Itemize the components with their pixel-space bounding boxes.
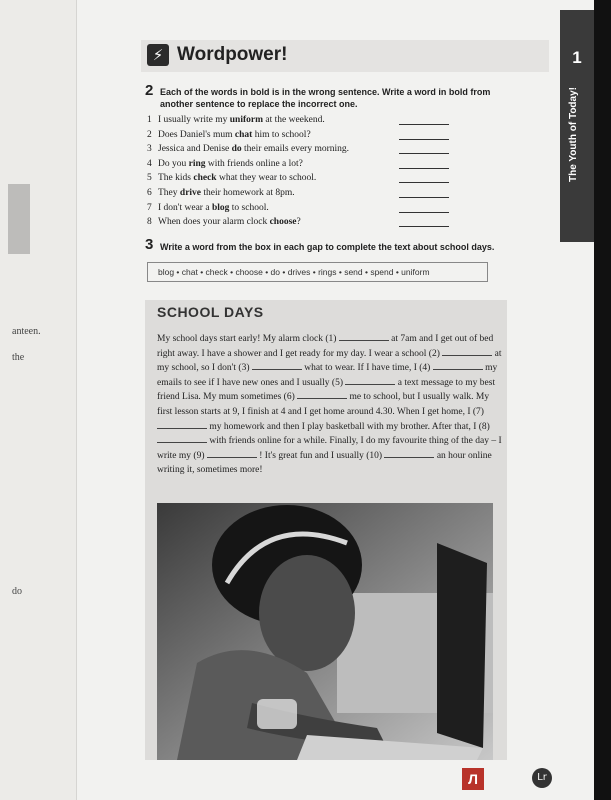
passage-text: at 7am and I get out of bed right away. I have a shower and I get ready for my day. I wear a school (2) — [157, 334, 494, 359]
lightning-bolt-icon: ⚡ — [147, 44, 169, 66]
answer-blank — [399, 171, 449, 183]
left-page-fragment: do — [12, 586, 22, 597]
sentence-text: I usually write my uniform at the weekend. — [158, 115, 325, 125]
answer-blank — [399, 113, 449, 125]
exercise-2-sentence — [147, 215, 457, 230]
passage-gap — [157, 420, 207, 429]
watermark-logo-b: Lr — [532, 768, 552, 788]
exercise-2-sentence — [147, 201, 457, 216]
passage-gap — [157, 434, 207, 443]
sentence-number: 4 — [147, 158, 152, 169]
unit-number: 1 — [572, 48, 582, 67]
sentence-number: 7 — [147, 202, 152, 213]
left-page-fragment: the — [12, 352, 25, 363]
passage-text: an hour online writing it, sometimes more! — [157, 450, 492, 476]
word-box: blog • chat • check • choose • do • drives • rings • send • spend • uniform — [147, 262, 488, 282]
exercise-2-sentence — [147, 142, 457, 157]
girl-using-laptop-photo — [157, 503, 493, 760]
passage-text: My school days start early! My alarm clock (1) — [157, 334, 339, 344]
left-page-edge — [0, 0, 77, 800]
answer-blank — [399, 157, 449, 169]
exercise-2-sentence — [147, 171, 457, 186]
sentence-text: I don't wear a blog to school. — [158, 202, 269, 213]
passage-gap — [252, 361, 302, 370]
sentence-number: 5 — [147, 173, 152, 184]
bold-word: blog — [211, 202, 230, 213]
exercise-2-instruction — [160, 86, 530, 110]
bold-word: do — [231, 144, 242, 155]
section-header — [147, 44, 287, 66]
answer-blank — [399, 128, 449, 140]
passage-gap — [297, 390, 347, 399]
sentence-text: The kids check what they wear to school. — [158, 173, 317, 184]
sentence-number: 2 — [147, 129, 152, 140]
exercise-2-number: 2 — [145, 82, 154, 99]
page-title: Wordpower! — [177, 44, 288, 65]
sentence-number: 3 — [147, 144, 152, 155]
school-days-title: SCHOOL DAYS — [157, 304, 264, 320]
sentence-number: 1 — [147, 115, 152, 125]
sentence-number: 6 — [147, 187, 152, 198]
answer-blank — [399, 186, 449, 198]
sentence-text: They drive their homework at 8pm. — [158, 187, 295, 198]
passage-text: my emails to see if I have new ones and I usually (5) — [157, 363, 498, 388]
passage-text: ! It's great fun and I usually (10) — [256, 450, 385, 461]
passage-gap — [442, 347, 492, 356]
exercise-3-number: 3 — [145, 236, 154, 253]
passage-gap — [433, 361, 483, 370]
passage-text: with friends online for a while. Finally, I do my favourite thing of the day – I write my (9) — [157, 436, 502, 461]
passage-text: at my school, so I don't (3) — [157, 348, 502, 374]
bold-word: check — [193, 173, 217, 184]
passage-gap — [207, 449, 257, 458]
bold-word: uniform — [229, 115, 264, 125]
exercise-2-sentence-list — [147, 113, 457, 230]
passage-gap — [345, 376, 395, 385]
watermark-logo-a: Л — [462, 768, 484, 790]
passage-gap — [339, 332, 389, 341]
sentence-text: Do you ring with friends online a lot? — [158, 158, 303, 169]
exercise-2-sentence — [147, 157, 457, 172]
left-page-fragment: anteen. — [12, 326, 41, 337]
answer-blank — [399, 201, 449, 213]
bold-word: ring — [188, 158, 206, 169]
exercise-2-instruction-line: Each of the words in bold is in the wrong sentence. Write a word in bold from — [160, 87, 491, 97]
passage-text: me to school, but I usually walk. My first lesson starts at 9, I finish at 4 and I get home around 4.30. When I get home, I (7) — [157, 392, 490, 417]
school-days-passage — [157, 332, 502, 478]
unit-title: The Youth of Today! — [568, 87, 579, 182]
answer-blank — [399, 215, 449, 227]
exercise-2-instruction-line: another sentence to replace the incorrect one. — [160, 99, 358, 109]
passage-text: a text message to my best friend Lisa. My mum sometimes (6) — [157, 377, 496, 403]
sentence-text: Jessica and Denise do their emails every morning. — [158, 144, 350, 155]
sentence-text: When does your alarm clock choose? — [158, 217, 301, 228]
unit-side-tab — [560, 10, 594, 242]
sentence-number: 8 — [147, 217, 152, 228]
exercise-2-sentence — [147, 128, 457, 143]
passage-text: my homework and then I play basketball with my brother. After that, I (8) — [207, 421, 490, 432]
answer-blank — [399, 142, 449, 154]
passage-gap — [384, 449, 434, 458]
passage-text: what to wear. If I have time, I (4) — [301, 363, 433, 374]
sentence-text: Does Daniel's mum chat him to school? — [158, 129, 311, 140]
exercise-2-sentence — [147, 186, 457, 201]
exercise-3-instruction: Write a word from the box in each gap to complete the text about school days. — [160, 242, 495, 252]
bold-word: chat — [234, 129, 253, 140]
left-page-gray-block — [8, 184, 30, 254]
bold-word: choose — [269, 217, 297, 228]
exercise-2-sentence — [147, 113, 457, 128]
bold-word: drive — [179, 187, 202, 198]
